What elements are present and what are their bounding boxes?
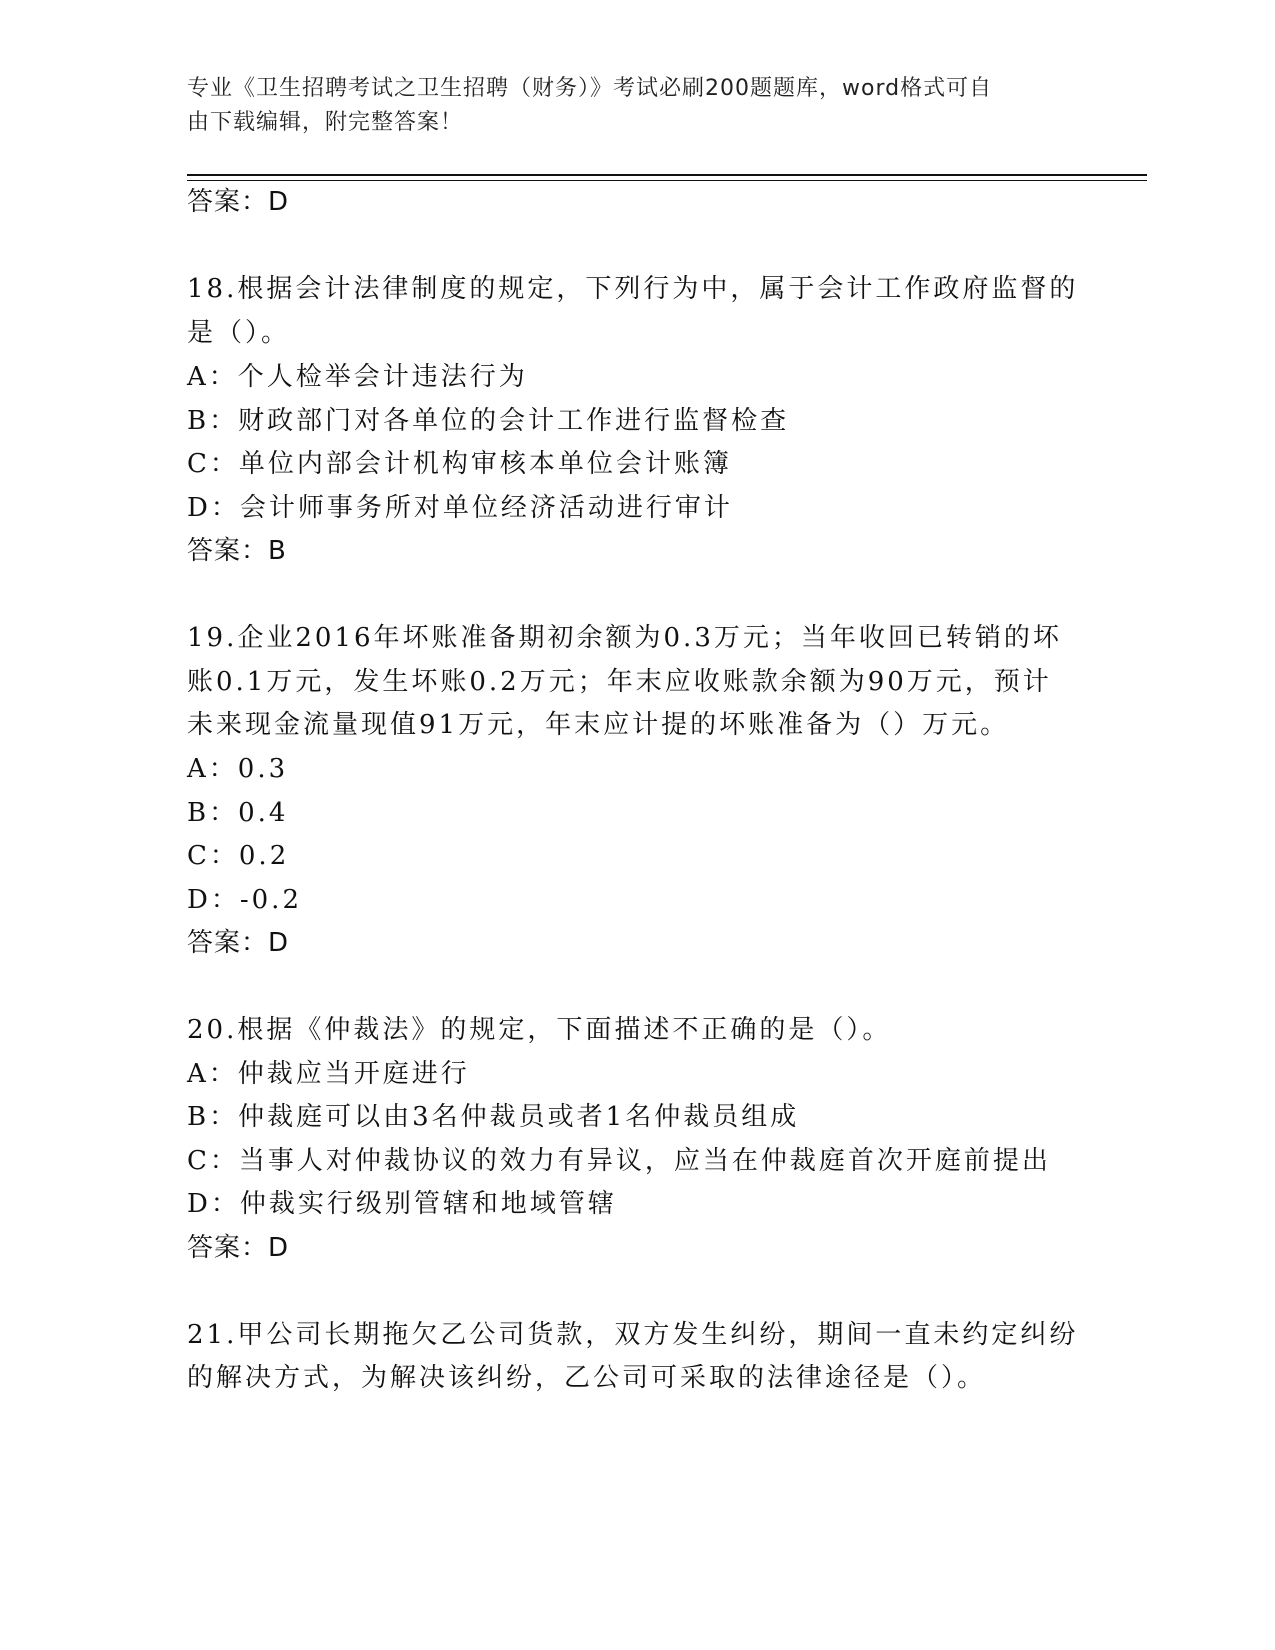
q19-stem-line-1: 19.企业2016年坏账准备期初余额为0.3万元；当年收回已转销的坏 <box>187 623 1062 653</box>
q18-option-d: D：会计师事务所对单位经济活动进行审计 <box>187 493 733 523</box>
q20-option-d: D：仲裁实行级别管辖和地域管辖 <box>187 1189 617 1219</box>
q20-answer: 答案：D <box>187 1233 290 1263</box>
q19-option-d: D：-0.2 <box>187 885 302 915</box>
q19-option-c: C：0.2 <box>187 841 290 871</box>
q20-stem-line-1: 20.根据《仲裁法》的规定，下面描述不正确的是（）。 <box>187 1015 892 1045</box>
header-rule-thick <box>187 174 1147 176</box>
q18-stem-line-2: 是（）。 <box>187 318 291 348</box>
q19-stem-line-3: 未来现金流量现值91万元，年末应计提的坏账准备为（）万元。 <box>187 710 1010 740</box>
q19-answer: 答案：D <box>187 928 290 958</box>
q19-option-b: B：0.4 <box>187 798 289 828</box>
q18-stem-line-1: 18.根据会计法律制度的规定，下列行为中，属于会计工作政府监督的 <box>187 274 1079 304</box>
q19-stem-line-2: 账0.1万元，发生坏账0.2万元；年末应收账款余额为90万元，预计 <box>187 667 1052 697</box>
q20-option-a: A：仲裁应当开庭进行 <box>187 1059 470 1089</box>
q18-option-b: B：财政部门对各单位的会计工作进行监督检查 <box>187 406 790 436</box>
document-header <box>187 72 1067 140</box>
q19-option-a: A：0.3 <box>187 754 289 784</box>
q20-option-b: B：仲裁庭可以由3名仲裁员或者1名仲裁员组成 <box>187 1102 800 1132</box>
q18-answer: 答案：B <box>187 536 287 566</box>
header-line-2: 由下载编辑，附完整答案！ <box>187 110 464 135</box>
header-line-1: 专业《卫生招聘考试之卫生招聘（财务）》考试必刷200题题库，word格式可自 <box>187 76 993 101</box>
q20-option-c: C：当事人对仲裁协议的效力有异议，应当在仲裁庭首次开庭前提出 <box>187 1146 1051 1176</box>
prev-question-answer: 答案：D <box>187 187 290 217</box>
q21-stem-line-1: 21.甲公司长期拖欠乙公司货款，双方发生纠纷，期间一直未约定纠纷 <box>187 1320 1079 1350</box>
q18-option-c: C：单位内部会计机构审核本单位会计账簿 <box>187 449 732 479</box>
header-rule-thin <box>187 180 1147 181</box>
q21-stem-line-2: 的解决方式，为解决该纠纷，乙公司可采取的法律途径是（）。 <box>187 1363 987 1393</box>
q18-option-a: A：个人检举会计违法行为 <box>187 362 528 392</box>
